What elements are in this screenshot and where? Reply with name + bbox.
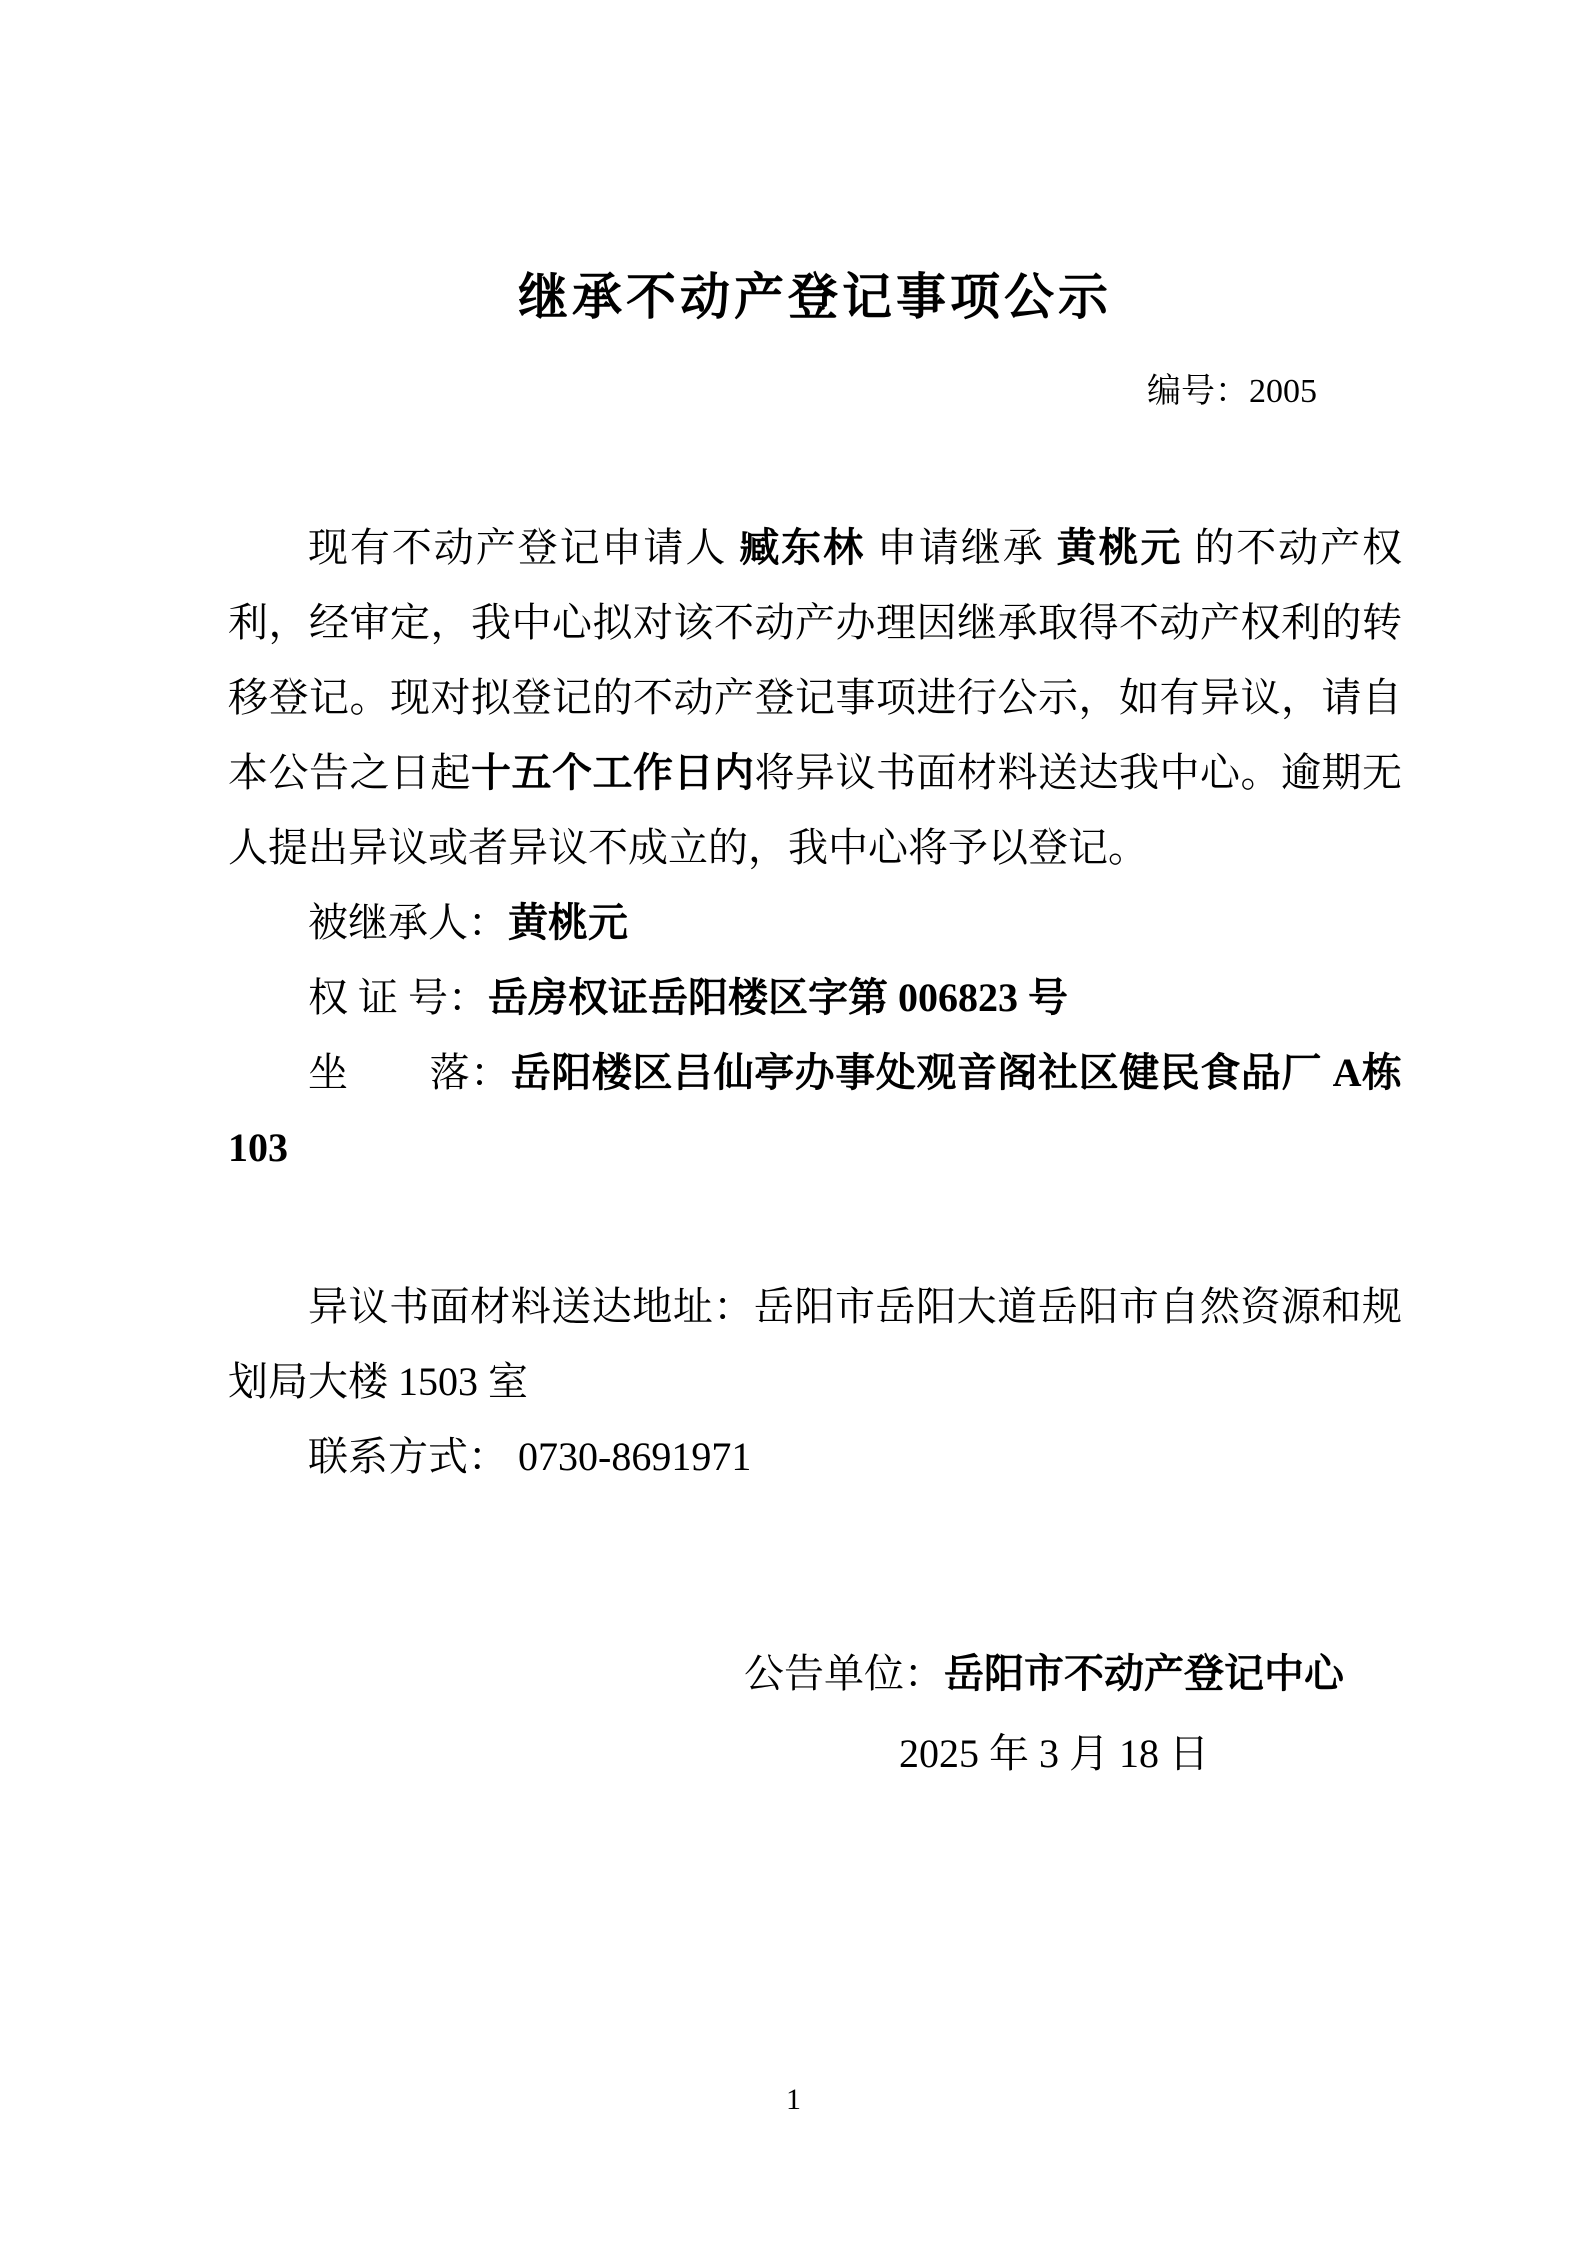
document-number-label: 编号：: [1147, 373, 1249, 410]
location-value: 岳阳楼区吕仙亭办事处观音阁社区健民食品厂 A栋 103: [228, 1050, 1403, 1170]
text-segment: 现有不动产登记申请人: [308, 525, 740, 570]
detail-line-location: [228, 1035, 1402, 1185]
decedent-label: 被继承人：: [308, 900, 508, 945]
document-footer: [228, 1636, 1402, 1791]
text-segment: 的不动产权利，经审定，我中心拟对该不动产办理因继承取得不动产权利的转移登记。现对拟登记的不动产登记事项进行公示，如有异议，请自本公告之日起: [228, 525, 1403, 795]
text-segment: 将异议书面材料送达我中心。逾期无人提出异议或者异议不成立的，我中心将予以登记。: [228, 750, 1402, 870]
bold-text-segment: 臧东林: [739, 525, 866, 570]
contact-line: [228, 1419, 1402, 1494]
objection-address-paragraph: 异议书面材料送达地址：岳阳市岳阳大道岳阳市自然资源和规划局大楼 1503 室: [228, 1284, 1402, 1404]
bold-text-segment: 黄桃元: [1056, 525, 1183, 570]
contact-label: 联系方式：: [308, 1434, 508, 1479]
text-segment: 申请继承: [865, 525, 1057, 570]
document-number-value: 2005: [1249, 373, 1317, 410]
announcement-date: 2025 年 3 月 18 日: [899, 1731, 1209, 1776]
decedent-value: 黄桃元: [508, 900, 628, 945]
detail-line-certificate-number: [228, 960, 1402, 1035]
document-body: [228, 510, 1402, 1494]
document-title: 继承不动产登记事项公示: [518, 269, 1112, 325]
announcer-line: [228, 1636, 1402, 1711]
document-number-line: [228, 370, 1402, 414]
announcer-label: 公告单位：: [744, 1651, 944, 1696]
page-number: 1: [786, 2083, 801, 2116]
location-label: 坐 落：: [308, 1050, 511, 1095]
certificate-number-value: 岳房权证岳阳楼区字第 006823 号: [488, 975, 1068, 1020]
announcer-value: 岳阳市不动产登记中心: [944, 1651, 1344, 1696]
certificate-number-label: 权 证 号：: [308, 975, 488, 1020]
main-paragraph: [228, 510, 1402, 885]
contact-value: 0730-8691971: [518, 1434, 752, 1479]
detail-line-decedent: [228, 885, 1402, 960]
bold-text-segment: 十五个工作日内: [471, 750, 755, 795]
